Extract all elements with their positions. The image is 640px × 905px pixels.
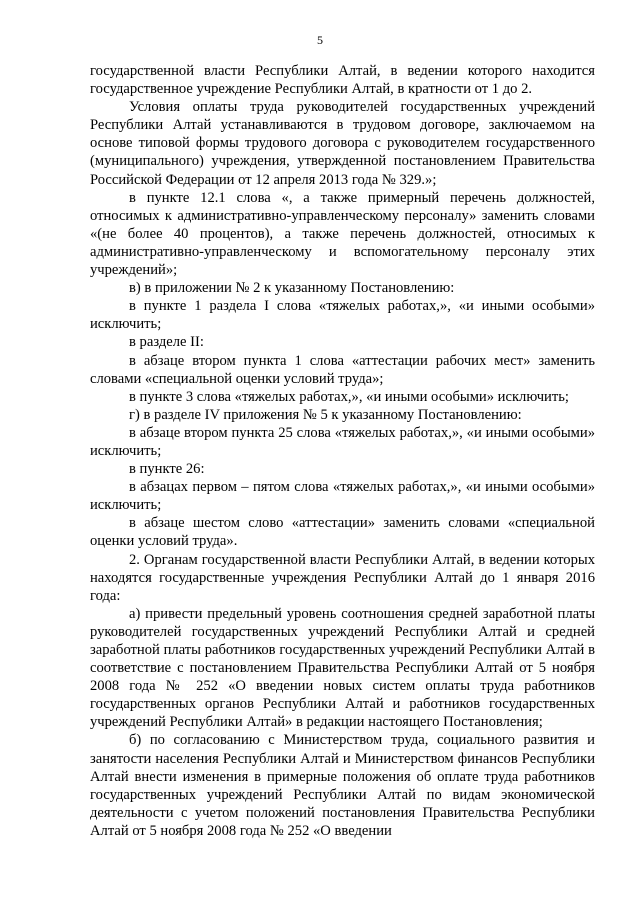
- paragraph-item-26-abzac-6: в абзаце шестом слово «аттестации» заменить словами «специальной оценки условий труда».: [90, 515, 595, 550]
- paragraph-appendix-2: в) в приложении № 2 к указанному Постановлению:: [129, 280, 455, 297]
- paragraph-clause-2a: а) привести предельный уровень соотношения средней заработной платы руководителей государственных учреждений Республики Алтай и средней заработной платы работников государственных учреждений Республики Алтай в соответствие с постановлением Правительства Республики Алтай от 5 ноября 2008 года № 252 «О введении новых систем оплаты труда работников государственных органов Республики Алтай и работников государственных учреждений Республики Алтай» в редакции настоящего Постановления;: [90, 605, 595, 731]
- paragraph-section-2-item-3: в пункте 3 слова «тяжелых работах,», «и иными особыми» исключить;: [129, 388, 569, 405]
- paragraph-continuation: государственной власти Республики Алтай, в ведении которого находится государственное учреждение Республики Алтай, в кратности от 1 до 2.: [90, 63, 595, 98]
- paragraph-clause-2b: б) по согласованию с Министерством труда, социального развития и занятости населения Республики Алтай и Министерством финансов Республики Алтай внести изменения в примерные положения об оплате труда работников государственных учреждений Республики Алтай по видам экономической деятельности с учетом положений постановления Правительства Республики Алтай от 5 ноября 2008 года № 252 «О введении: [90, 732, 595, 839]
- paragraph-section-1: в пункте 1 раздела I слова «тяжелых работах,», «и иными особыми» исключить;: [90, 298, 595, 333]
- page-number: 5: [317, 33, 323, 47]
- paragraph-appendix-5: г) в разделе IV приложения № 5 к указанному Постановлению:: [129, 406, 522, 423]
- document-body: [90, 62, 595, 840]
- paragraph-item-26: в пункте 26:: [129, 461, 205, 478]
- paragraph-section-2-item-1: в абзаце втором пункта 1 слова «аттестации рабочих мест» заменить словами «специальной оценки условий труда»;: [90, 352, 595, 387]
- paragraph-item-26-abzacy: в абзацах первом – пятом слова «тяжелых работах,», «и иными особыми» исключить;: [90, 479, 595, 514]
- paragraph-clause-2: 2. Органам государственной власти Республики Алтай, в ведении которых находятся государственные учреждения Республики Алтай до 1 января 2016 года:: [90, 551, 595, 604]
- paragraph-salary-conditions: Условия оплаты труда руководителей государственных учреждений Республики Алтай устанавливаются в трудовом договоре, заключаемом на основе типовой формы трудового договора с руководителем государственного (муниципального) учреждения, утвержденной постановлением Правительства Российской Федерации от 12 апреля 2013 года № 329.»;: [90, 99, 595, 188]
- paragraph-item-12-1: в пункте 12.1 слова «, а также примерный перечень должностей, относимых к административно-управленческому персоналу» заменить словами «(не более 40 процентов), а также перечень должностей, относимых к административно-управленческому и вспомогательному персоналу этих учреждений»;: [90, 189, 595, 279]
- paragraph-section-2: в разделе II:: [129, 334, 204, 351]
- paragraph-item-25: в абзаце втором пункта 25 слова «тяжелых работах,», «и иными особыми» исключить;: [90, 424, 595, 459]
